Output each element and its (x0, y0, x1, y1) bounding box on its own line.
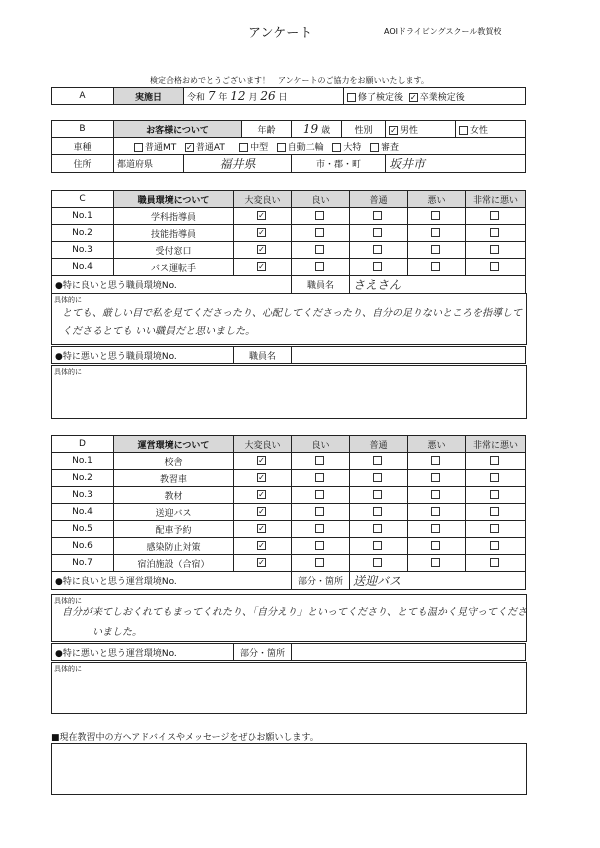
row-no: No.4 (52, 259, 114, 276)
rating-cell[interactable] (350, 538, 408, 555)
rating-cell[interactable] (292, 538, 350, 555)
pref-label: 都道府県 (114, 155, 184, 173)
rating-cell[interactable]: ✓ (234, 470, 292, 487)
row-item: 教習車 (114, 470, 234, 487)
bad-op-detail-label: 具体的に (54, 665, 82, 673)
opt-shuryo: 修了検定後 (358, 92, 404, 103)
bad-part-label: 部分・箇所 (234, 644, 292, 661)
date-label: 実施日 (114, 88, 184, 105)
row-no: No.7 (52, 555, 114, 572)
section-c-table (51, 190, 526, 294)
rating-cell[interactable] (350, 521, 408, 538)
vehicle-1: 普通MT (145, 142, 177, 153)
day: 26 (260, 89, 276, 103)
bad-op-part[interactable] (292, 644, 526, 661)
col-very-bad: 非常に悪い (466, 436, 526, 453)
bad-op-label: ●特に悪いと思う運営環境No. (52, 644, 234, 661)
customer-label: お客様について (114, 121, 242, 138)
rating-cell[interactable] (350, 487, 408, 504)
rating-cell[interactable] (466, 225, 526, 242)
rating-cell[interactable]: ✓ (234, 555, 292, 572)
opt-sotsugyo: 卒業検定後 (419, 92, 465, 103)
row-item: 学科指導員 (114, 208, 234, 225)
month-unit: 月 (248, 93, 258, 103)
rating-cell[interactable] (466, 453, 526, 470)
bad-op-table (51, 643, 526, 661)
message-box[interactable] (51, 743, 527, 795)
section-d-table (51, 435, 526, 590)
checkbox-vehicle-5[interactable] (332, 143, 341, 152)
row-no: No.5 (52, 521, 114, 538)
day-unit: 日 (278, 93, 288, 103)
col-very-good: 大変良い (234, 191, 292, 208)
rating-cell[interactable] (350, 555, 408, 572)
table-row (52, 242, 526, 259)
row-item: 配車予約 (114, 521, 234, 538)
rating-cell[interactable] (408, 259, 466, 276)
table-row (52, 470, 526, 487)
good-op-detail-line2: いました。 (92, 627, 142, 638)
good-op-detail-box[interactable] (51, 594, 527, 642)
vehicle-5: 大特 (343, 142, 362, 153)
page-title: アンケート (248, 26, 313, 41)
city-label: 市・郡・町 (292, 155, 386, 173)
rating-cell[interactable] (408, 504, 466, 521)
rating-cell[interactable] (408, 487, 466, 504)
col-bad: 悪い (408, 436, 466, 453)
section-a-table (51, 87, 526, 105)
rating-cell[interactable] (408, 521, 466, 538)
rating-cell[interactable] (466, 555, 526, 572)
row-no: No.2 (52, 225, 114, 242)
good-staff-detail-line2: くださるとても いい職員だと思いました。 (62, 326, 256, 337)
age-unit: 歳 (321, 126, 331, 136)
rating-cell[interactable] (350, 208, 408, 225)
age-value[interactable] (292, 121, 342, 138)
checkbox-vehicle-1[interactable] (134, 143, 143, 152)
table-row (52, 538, 526, 555)
rating-cell[interactable] (292, 504, 350, 521)
year: 7 (207, 89, 216, 103)
pref-value[interactable] (184, 155, 292, 173)
row-no: No.3 (52, 487, 114, 504)
row-no: No.2 (52, 470, 114, 487)
row-no: No.1 (52, 208, 114, 225)
col-very-bad: 非常に悪い (466, 191, 526, 208)
rating-cell[interactable] (408, 225, 466, 242)
month: 12 (230, 89, 246, 103)
row-no: No.4 (52, 504, 114, 521)
rating-cell[interactable]: ✓ (234, 208, 292, 225)
city-value[interactable] (386, 155, 526, 173)
rating-cell[interactable]: ✓ (234, 487, 292, 504)
year-unit: 年 (218, 93, 228, 103)
checkbox-male[interactable]: ✓ (390, 125, 397, 135)
good-staff-detail-line1: とても、厳しい目で私を見てくださったり、心配してくださったり、自分の足りないところを指導して (62, 308, 522, 319)
vehicle-label: 車種 (52, 138, 114, 155)
age: 19 (302, 122, 319, 136)
bad-op-detail-box[interactable] (51, 662, 527, 714)
row-item: 校舎 (114, 453, 234, 470)
vehicle-options (114, 138, 526, 155)
rating-cell[interactable] (292, 225, 350, 242)
section-b-id: B (52, 121, 114, 138)
rating-cell[interactable]: ✓ (234, 521, 292, 538)
rating-cell[interactable]: ✓ (234, 504, 292, 521)
female-label: 女性 (470, 125, 489, 136)
checkbox-female[interactable] (459, 126, 468, 135)
rating-cell[interactable] (292, 555, 350, 572)
rating-cell[interactable] (350, 242, 408, 259)
exam-type[interactable] (344, 88, 526, 105)
row-no: No.1 (52, 453, 114, 470)
vehicle-6: 審査 (380, 142, 399, 153)
row-item: 宿泊施設（合宿） (114, 555, 234, 572)
part-label: 部分・箇所 (292, 572, 350, 590)
good-staff-detail-box[interactable] (51, 293, 527, 345)
good-op-part[interactable] (350, 572, 526, 590)
op-detail-label: 具体的に (54, 597, 82, 605)
rating-cell[interactable]: ✓ (234, 259, 292, 276)
rating-cell[interactable]: ✓ (234, 242, 292, 259)
bad-detail-label: 具体的に (54, 368, 82, 376)
sex-label: 性別 (342, 121, 386, 138)
rating-cell[interactable] (350, 225, 408, 242)
table-row (52, 504, 526, 521)
col-good: 良い (292, 191, 350, 208)
checkbox-sotsugyo[interactable]: ✓ (409, 92, 417, 102)
rating-cell[interactable] (292, 242, 350, 259)
date-value[interactable] (184, 88, 344, 105)
good-op-detail-line1: 自分が来てしおくれてもまってくれたり、「自分えり」といってくださり、とても温かく見守ってくださ (62, 607, 527, 618)
good-staff-name[interactable] (350, 276, 526, 294)
table-row (52, 225, 526, 242)
bad-staff-detail-box[interactable] (51, 365, 527, 419)
row-item: 教材 (114, 487, 234, 504)
row-item: 感染防止対策 (114, 538, 234, 555)
section-d-id: D (52, 436, 114, 453)
bad-staff-name[interactable] (292, 347, 526, 364)
rating-cell[interactable] (292, 470, 350, 487)
rating-cell[interactable] (466, 470, 526, 487)
message-label: ■現在教習中の方へアドバイスやメッセージをぜひお願いします。 (51, 733, 319, 743)
checkbox-vehicle-6[interactable] (370, 143, 379, 152)
table-row (52, 555, 526, 572)
school-name: AOIドライビングスクール教賀校 (384, 27, 502, 36)
rating-cell[interactable] (292, 487, 350, 504)
checkbox-shuryo[interactable] (347, 93, 356, 102)
pref: 福井県 (219, 157, 256, 171)
rating-cell[interactable]: ✓ (234, 225, 292, 242)
table-row (52, 453, 526, 470)
table-row (52, 521, 526, 538)
rating-cell[interactable] (466, 538, 526, 555)
female-option[interactable] (456, 121, 526, 138)
vehicle-2: 普通AT (195, 142, 225, 153)
col-very-good: 大変良い (234, 436, 292, 453)
staff-env-label: 職員環境について (114, 191, 234, 208)
good-op-part-value: 送迎バス (353, 574, 402, 588)
good-op-label: ●特に良いと思う運営環境No. (52, 572, 292, 590)
col-normal: 普通 (350, 191, 408, 208)
male-label: 男性 (400, 125, 419, 136)
col-normal: 普通 (350, 436, 408, 453)
rating-cell[interactable] (408, 538, 466, 555)
rating-cell[interactable] (466, 259, 526, 276)
bad-staff-table (51, 346, 526, 364)
male-option[interactable] (386, 121, 456, 138)
rating-cell[interactable] (292, 521, 350, 538)
bad-staff-name-label: 職員名 (234, 347, 292, 364)
era: 令和 (187, 93, 206, 103)
table-row (52, 208, 526, 225)
good-staff-label: ●特に良いと思う職員環境No. (52, 276, 292, 294)
staff-name-label: 職員名 (292, 276, 350, 294)
rating-cell[interactable] (350, 470, 408, 487)
checkbox-vehicle-4[interactable] (277, 143, 286, 152)
row-no: No.3 (52, 242, 114, 259)
section-c-id: C (52, 191, 114, 208)
rating-cell[interactable] (350, 504, 408, 521)
col-good: 良い (292, 436, 350, 453)
table-row (52, 487, 526, 504)
rating-cell[interactable] (408, 453, 466, 470)
age-label: 年齢 (242, 121, 292, 138)
section-b-table (51, 120, 526, 173)
checkbox-vehicle-3[interactable] (239, 143, 248, 152)
rating-cell[interactable] (350, 453, 408, 470)
row-item: 技能指導員 (114, 225, 234, 242)
vehicle-4: 自動二輪 (287, 142, 324, 153)
row-item: 送迎バス (114, 504, 234, 521)
col-bad: 悪い (408, 191, 466, 208)
rating-cell[interactable] (466, 504, 526, 521)
greeting-text: 検定合格おめでとうございます！ アンケートのご協力をお願いいたします。 (150, 76, 429, 85)
row-no: No.6 (52, 538, 114, 555)
table-row (52, 259, 526, 276)
rating-cell[interactable] (350, 259, 408, 276)
vehicle-3: 中型 (250, 142, 269, 153)
rating-cell[interactable] (408, 208, 466, 225)
section-a-id: A (52, 88, 114, 105)
good-staff-value: さえさん (353, 278, 402, 292)
address-label: 住所 (52, 155, 114, 173)
rating-cell[interactable] (466, 242, 526, 259)
row-item: 受付窓口 (114, 242, 234, 259)
rating-cell[interactable] (292, 453, 350, 470)
bad-staff-label: ●特に悪いと思う職員環境No. (52, 347, 234, 364)
rating-cell[interactable] (408, 555, 466, 572)
row-item: バス運転手 (114, 259, 234, 276)
rating-cell[interactable] (466, 487, 526, 504)
rating-cell[interactable] (408, 242, 466, 259)
rating-cell[interactable] (292, 259, 350, 276)
rating-cell[interactable] (408, 470, 466, 487)
rating-cell[interactable]: ✓ (234, 453, 292, 470)
detail-label: 具体的に (54, 296, 82, 304)
rating-cell[interactable]: ✓ (234, 538, 292, 555)
checkbox-vehicle-2[interactable]: ✓ (186, 142, 193, 152)
city: 坂井市 (389, 157, 426, 171)
rating-cell[interactable] (292, 208, 350, 225)
rating-cell[interactable] (466, 208, 526, 225)
rating-cell[interactable] (466, 521, 526, 538)
operation-env-label: 運営環境について (114, 436, 234, 453)
